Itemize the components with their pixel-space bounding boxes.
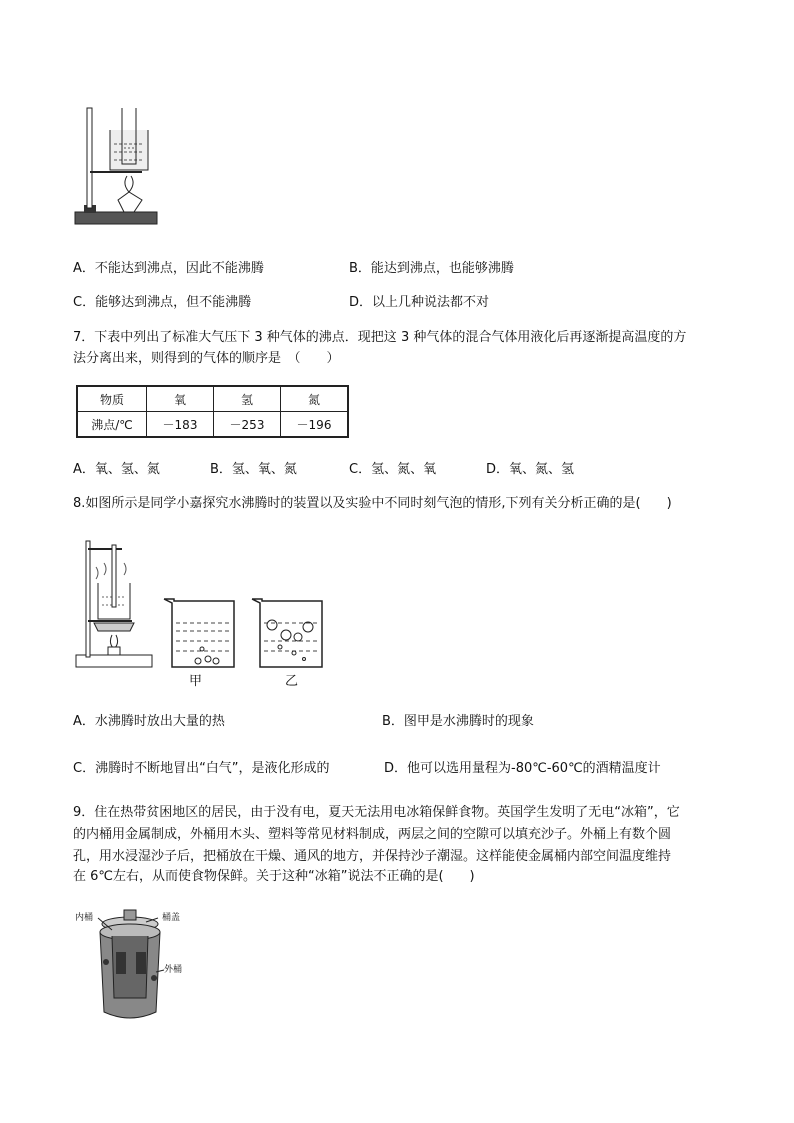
q7-option-c[interactable]: C．氢、氮、氧 (349, 462, 437, 477)
q8-beaker-jia-figure (162, 597, 242, 669)
q7-boiling-point-table (76, 385, 349, 438)
table-cell: 氧 (147, 386, 214, 412)
q6-option-b[interactable]: B．能达到沸点，也能够沸腾 (349, 261, 514, 276)
q7-stem-line-2: 法分离出来，则得到的气体的顺序是 （ ） (73, 351, 340, 366)
q8-boiling-apparatus-figure (72, 535, 162, 675)
q7-stem-line-1: 7．下表中列出了标准大气压下 3 种气体的沸点．现把这 3 种气体的混合气体用液化后再逐渐提高温度的方 (73, 330, 687, 345)
table-cell: －196 (281, 412, 349, 438)
q9-label-outer: 外桶 (164, 965, 183, 975)
q9-stem-line-1: 9．住在热带贫困地区的居民，由于没有电，夏天无法用电冰箱保鲜食物。英国学生发明了无电“冰箱”，它 (73, 805, 680, 820)
q6-option-d[interactable]: D．以上几种说法都不对 (349, 295, 490, 310)
q9-stem-line-4: 在 6℃左右，从而使食物保鲜。关于这种“冰箱”说法不正确的是( ) (73, 869, 475, 884)
table-row (77, 412, 348, 438)
q6-option-a[interactable]: A．不能达到沸点，因此不能沸腾 (73, 261, 264, 276)
q8-option-a[interactable]: A．水沸腾时放出大量的热 (73, 714, 225, 729)
table-cell: 物质 (77, 386, 147, 412)
q7-option-a[interactable]: A．氧、氢、氮 (73, 462, 160, 477)
q8-option-d[interactable]: D．他可以选用量程为-80℃-60℃的酒精温度计 (384, 761, 661, 776)
table-row (77, 386, 348, 412)
q8-label-yi: 乙 (285, 674, 299, 689)
q9-label-inner: 内桶 (75, 913, 94, 923)
q9-stem-line-2: 的内桶用金属制成，外桶用木头、塑料等常见材料制成，两层之间的空隙可以填充沙子。外桶上有数个圆 (73, 827, 672, 842)
q9-label-lid: 桶盖 (162, 913, 181, 923)
q9-stem-line-3: 孔，用水浸湿沙子后，把桶放在干燥、通风的地方，并保持沙子潮湿。这样能使金属桶内部空间温度维持 (73, 849, 672, 864)
q8-stem: 8.如图所示是同学小嘉探究水沸腾时的装置以及实验中不同时刻气泡的情形,下列有关分析正确的是( ) (73, 496, 672, 511)
q8-option-b[interactable]: B．图甲是水沸腾时的现象 (382, 714, 534, 729)
q7-option-d[interactable]: D．氧、氮、氢 (486, 462, 575, 477)
q7-option-b[interactable]: B．氢、氧、氮 (210, 462, 297, 477)
q6-apparatus-figure (72, 100, 162, 230)
table-cell: －183 (147, 412, 214, 438)
q8-option-c[interactable]: C．沸腾时不断地冒出“白气”，是液化形成的 (73, 761, 330, 776)
table-cell: －253 (214, 412, 281, 438)
q6-option-c[interactable]: C．能够达到沸点，但不能沸腾 (73, 295, 252, 310)
table-cell: 氮 (281, 386, 349, 412)
q8-label-jia: 甲 (189, 674, 203, 689)
table-cell: 沸点/℃ (77, 412, 147, 438)
table-cell: 氢 (214, 386, 281, 412)
q8-beaker-yi-figure (250, 597, 330, 669)
